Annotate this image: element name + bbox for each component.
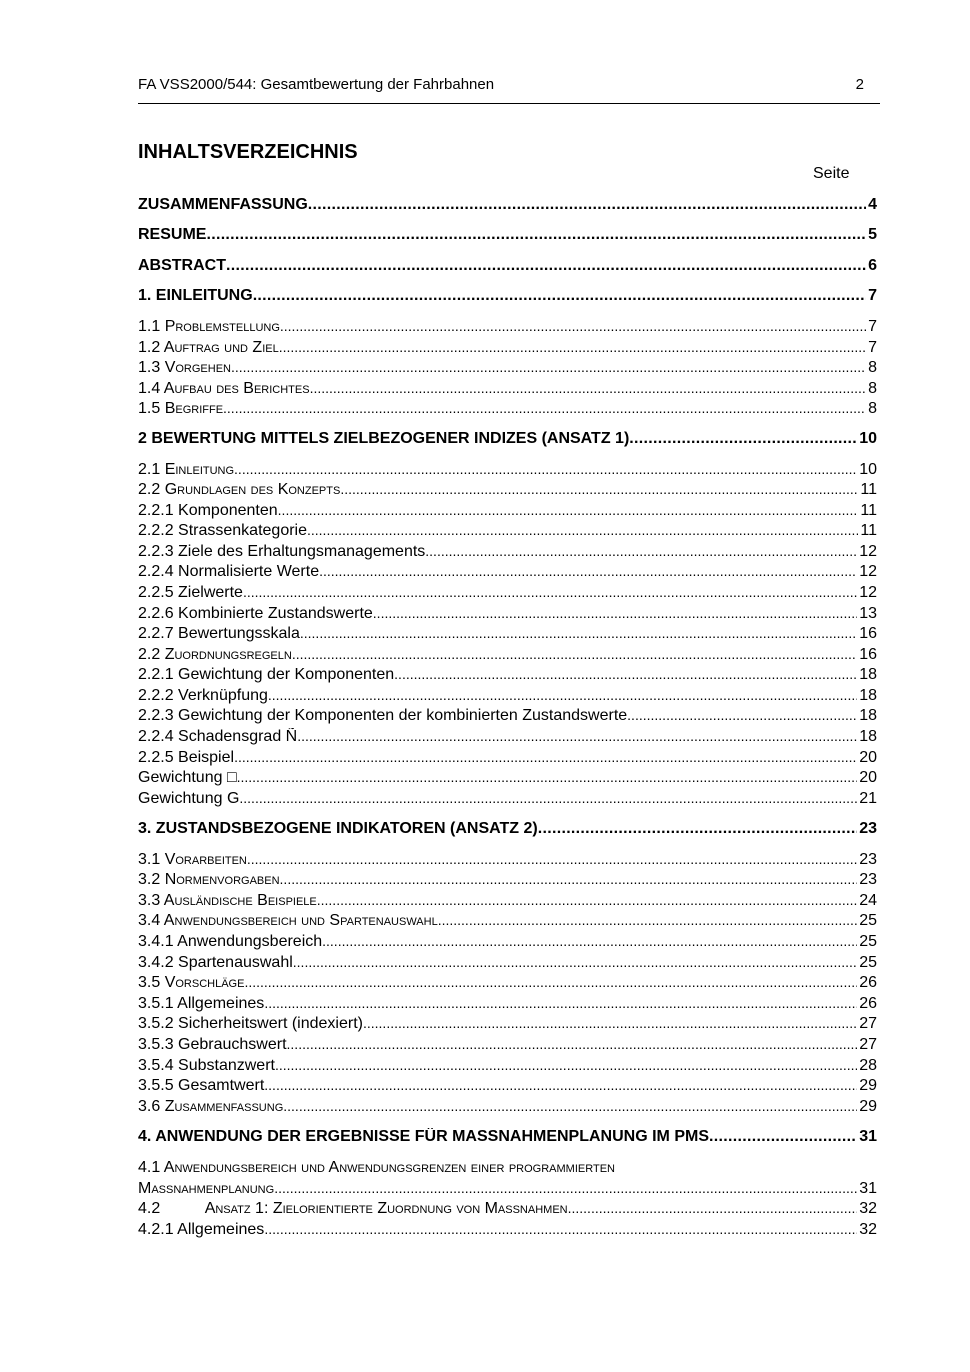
toc-dot-leader xyxy=(280,318,866,334)
toc-dot-leader xyxy=(274,1180,857,1196)
toc-entry-title: 2.2.2 Strassenkategorie xyxy=(138,522,307,539)
toc-entry-page: 8 xyxy=(868,359,877,376)
toc-entry[interactable] xyxy=(138,1057,877,1077)
toc-entry[interactable] xyxy=(138,912,877,932)
toc-entry[interactable] xyxy=(138,820,877,840)
toc-dot-leader xyxy=(310,380,867,396)
toc-entry-title: 3.3 Ausländische Beispiele xyxy=(138,892,317,909)
toc-entry-title: 3.4 Anwendungsbereich und Spartenauswahl xyxy=(138,912,438,929)
toc-title: INHALTSVERZEICHNIS xyxy=(138,141,358,163)
toc-entry[interactable] xyxy=(138,226,877,246)
toc-entry[interactable] xyxy=(138,1221,877,1241)
toc-dot-leader xyxy=(280,871,858,887)
toc-entry-title: 3.5.3 Gebrauchswert xyxy=(138,1036,287,1053)
toc-dot-leader xyxy=(340,481,858,497)
toc-entry-page: 12 xyxy=(859,584,877,601)
toc-entry-title: 2.1 Einleitung xyxy=(138,461,235,478)
toc-entry[interactable] xyxy=(138,1036,877,1056)
toc-entry-title: 2.2.2 Verknüpfung xyxy=(138,687,268,704)
toc-entry-page: 18 xyxy=(859,728,877,745)
toc-entry[interactable] xyxy=(138,687,877,707)
toc-entry-title: 3.5.2 Sicherheitswert (indexiert) xyxy=(138,1015,363,1032)
toc-dot-leader xyxy=(438,912,858,928)
toc-dot-leader xyxy=(244,974,857,990)
toc-entry-title: 3.4.1 Anwendungsbereich xyxy=(138,933,323,950)
toc-dot-leader xyxy=(292,646,857,662)
toc-entry-page: 18 xyxy=(859,707,877,724)
toc-entry[interactable] xyxy=(138,543,877,563)
toc-dot-leader xyxy=(237,769,858,785)
toc-dot-leader xyxy=(206,226,866,244)
toc-entry-page: 18 xyxy=(859,687,877,704)
toc-entry[interactable] xyxy=(138,851,877,871)
toc-dot-leader xyxy=(264,1221,857,1237)
toc-entry-page: 26 xyxy=(859,974,877,991)
toc-dot-leader xyxy=(627,707,857,723)
toc-dot-leader xyxy=(279,339,866,355)
toc-dot-leader xyxy=(425,543,857,559)
toc-dot-leader xyxy=(363,1015,857,1031)
toc-entry-title: 2.2 Zuordnungsregeln xyxy=(138,646,292,663)
toc-entry[interactable] xyxy=(138,995,877,1015)
toc-entry-page: 16 xyxy=(859,646,877,663)
toc-entry[interactable] xyxy=(138,1180,877,1200)
toc-dot-leader xyxy=(243,584,857,600)
toc-entry[interactable] xyxy=(138,707,877,727)
toc-entry-page: 26 xyxy=(859,995,877,1012)
toc-entry[interactable] xyxy=(138,461,877,481)
toc-entry-page: 23 xyxy=(859,871,877,888)
toc-entry[interactable] xyxy=(138,1077,877,1097)
toc-dot-leader xyxy=(629,430,857,448)
toc-entry-title: 1.5 Begriffe xyxy=(138,400,224,417)
toc-entry-title: 2.2.5 Beispiel xyxy=(138,749,235,766)
toc-entry-page: 21 xyxy=(859,790,877,807)
toc-dot-leader xyxy=(231,359,866,375)
toc-entry[interactable] xyxy=(138,481,877,501)
toc-dot-leader xyxy=(319,563,857,579)
header-page-number: 2 xyxy=(855,76,864,93)
toc-entry-page: 20 xyxy=(859,769,877,786)
toc-dot-leader xyxy=(709,1128,857,1146)
page-column-label: Seite xyxy=(813,165,850,182)
toc-dot-leader xyxy=(268,687,857,703)
toc-dot-leader xyxy=(278,502,859,518)
toc-entry[interactable] xyxy=(138,584,877,604)
toc-entry-title: ABSTRACT xyxy=(138,257,226,274)
toc-entry-page: 32 xyxy=(859,1221,877,1238)
toc-dot-leader xyxy=(283,1098,857,1114)
toc-entry-page: 11 xyxy=(860,481,877,498)
toc-entry-page: 13 xyxy=(859,605,877,622)
toc-entry-title: 3.2 Normenvorgaben xyxy=(138,871,280,888)
toc-entry-title: 2.2.3 Gewichtung der Komponenten der kombinierten Zustandswerte xyxy=(138,707,628,724)
toc-dot-leader xyxy=(373,605,857,621)
page-header xyxy=(138,76,880,98)
toc-entry-title: 1.3 Vorgehen xyxy=(138,359,231,376)
toc-entry-page: 32 xyxy=(859,1200,877,1217)
toc-entry[interactable] xyxy=(138,605,877,625)
toc-entry-page: 11 xyxy=(860,502,877,519)
toc-entry-page: 8 xyxy=(868,380,877,397)
toc-entry[interactable] xyxy=(138,430,877,450)
toc-entry-page: 5 xyxy=(868,226,877,243)
toc-dot-leader xyxy=(293,954,857,970)
toc-entry-page: 28 xyxy=(859,1057,877,1074)
toc-entry[interactable] xyxy=(138,892,877,912)
toc-dot-leader xyxy=(297,728,857,744)
toc-dot-leader xyxy=(223,400,866,416)
toc-entry[interactable] xyxy=(138,974,877,994)
toc-entry-title: 1.4 Aufbau des Berichtes xyxy=(138,380,310,397)
toc-entry-title: 2.2.3 Ziele des Erhaltungsmanagements xyxy=(138,543,426,560)
toc-dot-leader xyxy=(538,820,857,838)
toc-entry-page: 29 xyxy=(859,1077,877,1094)
toc-entry-title: 3.6 Zusammenfassung xyxy=(138,1098,284,1115)
toc-entry[interactable] xyxy=(138,790,877,810)
toc-entry-title: ZUSAMMENFASSUNG xyxy=(138,196,308,213)
toc-entry[interactable] xyxy=(138,646,877,666)
toc-entry-title: Gewichtung G xyxy=(138,790,240,807)
toc-entry-title: 2.2.7 Bewertungsskala xyxy=(138,625,300,642)
header-rule xyxy=(138,103,880,104)
toc-entry[interactable] xyxy=(138,380,877,400)
toc-entry-page: 7 xyxy=(868,287,877,304)
toc-entry[interactable] xyxy=(138,318,877,338)
toc-dot-leader xyxy=(264,995,857,1011)
toc-entry[interactable] xyxy=(138,1015,877,1035)
toc-dot-leader xyxy=(322,933,857,949)
toc-entry[interactable] xyxy=(138,625,877,645)
toc-entry-page: 11 xyxy=(860,522,877,539)
toc-entry-title: 4.2.1 Allgemeines xyxy=(138,1221,265,1238)
toc-dot-leader xyxy=(308,196,866,214)
toc-entry-title: 2.2.1 Gewichtung der Komponenten xyxy=(138,666,395,683)
toc-entry-page: 4 xyxy=(868,196,877,213)
toc-entry-title: 3. ZUSTANDSBEZOGENE INDIKATOREN (ANSATZ 2) xyxy=(138,820,538,837)
toc-dot-leader xyxy=(253,287,866,305)
toc-entry[interactable] xyxy=(138,287,877,307)
toc-entry-page: 10 xyxy=(859,461,877,478)
toc-entry-title: 4.1 Anwendungsbereich und Anwendungsgrenzen einer programmierten xyxy=(138,1159,615,1176)
toc-entry[interactable] xyxy=(138,1200,877,1220)
toc-entry-page: 27 xyxy=(859,1015,877,1032)
toc-entry-title: 2.2.4 Schadensgrad Ñ xyxy=(138,728,298,745)
toc-dot-leader xyxy=(317,892,857,908)
toc-dot-leader xyxy=(307,522,858,538)
toc-entry[interactable] xyxy=(138,257,877,277)
toc-entry-title: 2.2.5 Zielwerte xyxy=(138,584,243,601)
toc-entry-page: 23 xyxy=(859,851,877,868)
toc-entry-title: 2.2 Grundlagen des Konzepts xyxy=(138,481,341,498)
toc-entry-page: 23 xyxy=(859,820,877,837)
toc-entry-title: 1.2 Auftrag und Ziel xyxy=(138,339,279,356)
toc-entry-title: 3.1 Vorarbeiten xyxy=(138,851,247,868)
toc-dot-leader xyxy=(394,666,857,682)
toc-entry-title: 2.2.6 Kombinierte Zustandswerte xyxy=(138,605,373,622)
toc-entry-page: 7 xyxy=(868,318,877,335)
toc-dot-leader xyxy=(239,790,857,806)
toc-entry-page: 25 xyxy=(859,954,877,971)
toc-entry[interactable] xyxy=(138,1098,877,1118)
toc-entry-title: Massnahmenplanung xyxy=(138,1180,275,1197)
toc-entry[interactable] xyxy=(138,563,877,583)
toc-entry-title: 3.5.5 Gesamtwert xyxy=(138,1077,265,1094)
toc-dot-leader xyxy=(226,257,866,275)
toc-entry-page: 20 xyxy=(859,749,877,766)
toc-dot-leader xyxy=(264,1077,857,1093)
toc-entry[interactable] xyxy=(138,1159,877,1179)
toc-entry-page: 25 xyxy=(859,933,877,950)
toc-entry[interactable] xyxy=(138,339,877,359)
toc-dot-leader xyxy=(247,851,857,867)
toc-entry-title: 3.5.1 Allgemeines xyxy=(138,995,265,1012)
toc-entry-page: 10 xyxy=(859,430,877,447)
toc-entry-page: 16 xyxy=(859,625,877,642)
toc-entry-title: 2.2.1 Komponenten xyxy=(138,502,278,519)
toc-entry-page: 29 xyxy=(859,1098,877,1115)
toc-entry[interactable] xyxy=(138,954,877,974)
toc-entry-title: 2.2.4 Normalisierte Werte xyxy=(138,563,320,580)
toc-entry-page: 27 xyxy=(859,1036,877,1053)
toc-entry[interactable] xyxy=(138,666,877,686)
toc-entry-title: Gewichtung □ xyxy=(138,769,237,786)
toc-entry-title: 3.4.2 Spartenauswahl xyxy=(138,954,293,971)
toc-entry-title: 4. ANWENDUNG DER ERGEBNISSE FÜR MASSNAHMENPLANUNG IM PMS xyxy=(138,1128,709,1145)
toc-entry-title: 1. EINLEITUNG xyxy=(138,287,253,304)
toc-entry-page: 7 xyxy=(868,339,877,356)
toc-entry-page: 25 xyxy=(859,912,877,929)
toc-entry-title: 3.5.4 Substanzwert xyxy=(138,1057,275,1074)
toc-dot-leader xyxy=(300,625,857,641)
toc-entry-title: 1.1 Problemstellung xyxy=(138,318,280,335)
toc-entry-page: 12 xyxy=(859,563,877,580)
toc-entry[interactable] xyxy=(138,728,877,748)
toc-entry-page: 24 xyxy=(859,892,877,909)
toc-entry-title: RESUME xyxy=(138,226,207,243)
toc-dot-leader xyxy=(234,749,857,765)
toc-entry[interactable] xyxy=(138,522,877,542)
toc-entry-page: 6 xyxy=(868,257,877,274)
toc-dot-leader xyxy=(287,1036,858,1052)
toc-entry[interactable] xyxy=(138,933,877,953)
toc-entry[interactable] xyxy=(138,871,877,891)
toc-entry-page: 31 xyxy=(859,1128,877,1145)
toc-entry-page: 12 xyxy=(859,543,877,560)
toc-dot-leader xyxy=(234,461,857,477)
toc-dot-leader xyxy=(568,1200,858,1216)
toc-dot-leader xyxy=(275,1057,857,1073)
toc-entry[interactable] xyxy=(138,749,877,769)
toc-entry[interactable] xyxy=(138,400,877,420)
toc-entry[interactable] xyxy=(138,502,877,522)
toc-entry-title: 2 BEWERTUNG MITTELS ZIELBEZOGENER INDIZES (ANSATZ 1) xyxy=(138,430,630,447)
header-title: FA VSS2000/544: Gesamtbewertung der Fahrbahnen xyxy=(138,76,495,93)
toc-entry[interactable] xyxy=(138,359,877,379)
toc-entry-page: 31 xyxy=(859,1180,877,1197)
toc-entry[interactable] xyxy=(138,769,877,789)
toc-entry[interactable] xyxy=(138,196,877,216)
toc-entry-page: 8 xyxy=(868,400,877,417)
toc-entry[interactable] xyxy=(138,1128,877,1148)
toc-entry-title: 4.2 Ansatz 1: Zielorientierte Zuordnung von Massnahmen xyxy=(138,1200,568,1217)
toc-entry-page: 18 xyxy=(859,666,877,683)
toc-entry-title: 3.5 Vorschläge xyxy=(138,974,245,991)
